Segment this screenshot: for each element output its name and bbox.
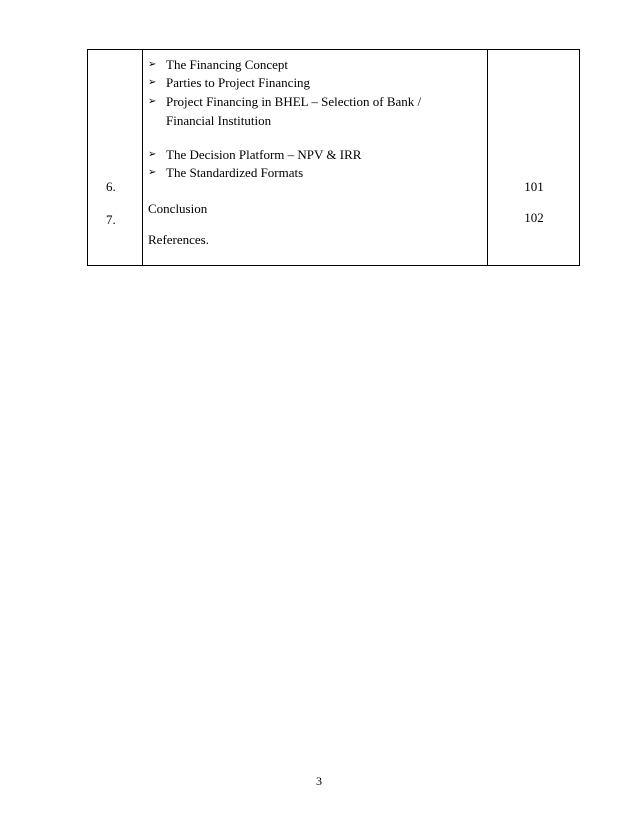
bullet-text: The Decision Platform – NPV & IRR — [166, 147, 362, 162]
footer-page-number: 3 — [316, 774, 322, 788]
toc-table — [87, 49, 580, 266]
section-title: References. — [148, 232, 209, 247]
bullet-item — [148, 94, 421, 110]
column-divider — [142, 50, 143, 265]
arrow-bullet-icon: ➢ — [148, 59, 157, 70]
bullet-item — [148, 75, 310, 91]
page-reference: 101 — [524, 179, 544, 194]
bullet-text: Project Financing in BHEL – Selection of Bank / — [166, 94, 422, 109]
bullet-continuation: Financial Institution — [166, 113, 272, 128]
bullet-item — [148, 147, 361, 163]
bullet-item — [148, 165, 303, 181]
bullet-text: Parties to Project Financing — [166, 75, 311, 90]
page-reference: 102 — [524, 210, 544, 225]
arrow-bullet-icon: ➢ — [148, 167, 157, 178]
section-number: 6. — [106, 179, 116, 194]
bullet-text: The Financing Concept — [166, 57, 289, 72]
column-divider — [487, 50, 488, 265]
section-number: 7. — [106, 212, 116, 227]
arrow-bullet-icon: ➢ — [148, 96, 157, 107]
bullet-item — [148, 57, 288, 73]
section-title: Conclusion — [148, 201, 208, 216]
bullet-text: The Standardized Formats — [166, 165, 304, 180]
arrow-bullet-icon: ➢ — [148, 77, 157, 88]
arrow-bullet-icon: ➢ — [148, 149, 157, 160]
